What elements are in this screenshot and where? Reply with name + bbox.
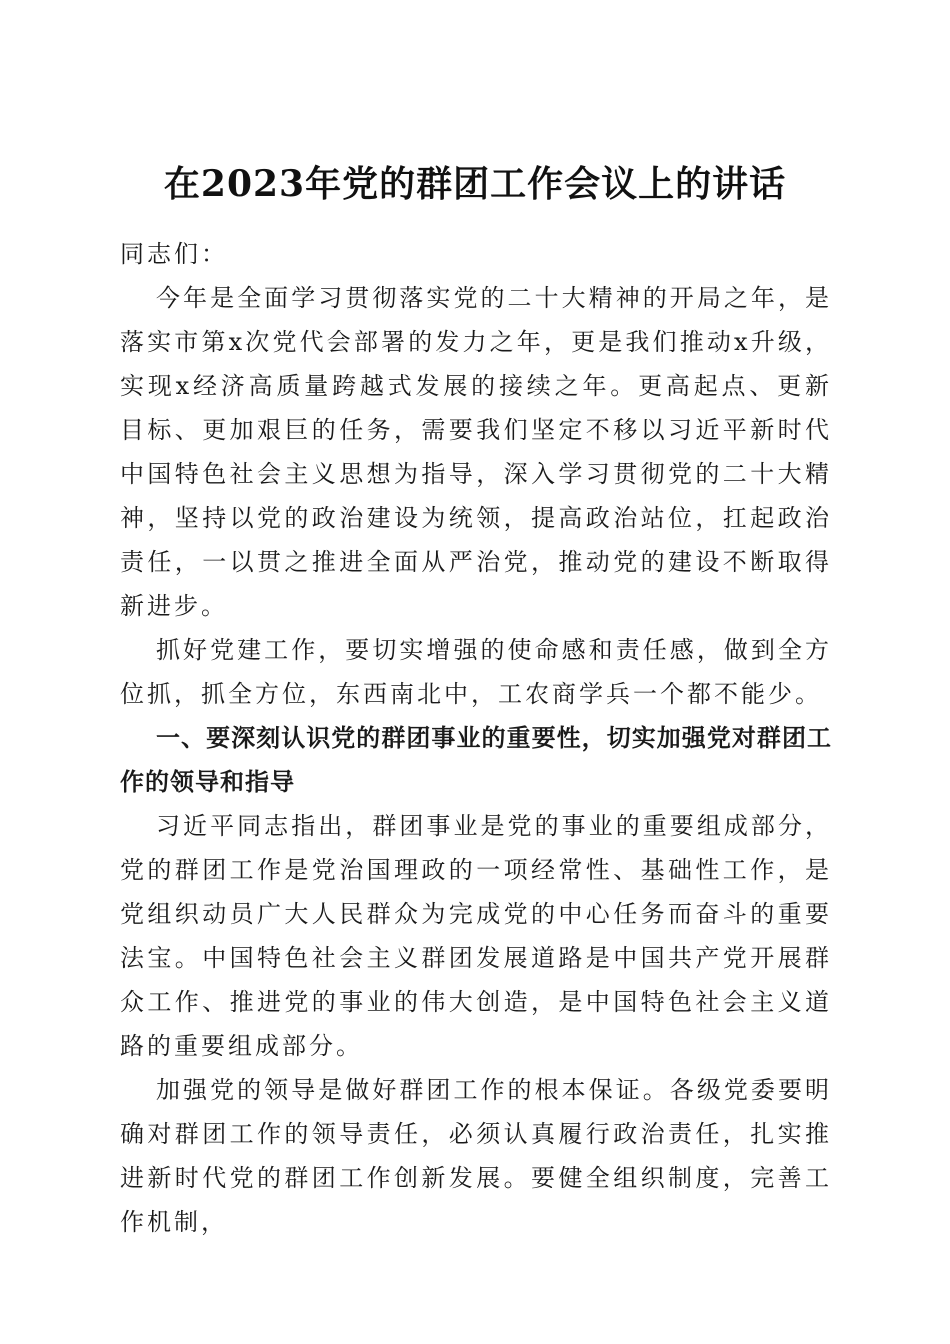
section-heading-1: 一、要深刻认识党的群团事业的重要性，切实加强党对群团工作的领导和指导 <box>120 724 832 796</box>
paragraph-party-building: 抓好党建工作，要切实增强的使命感和责任感，做到全方位抓，抓全方位，东西南北中，工农商学兵一个都不能少。 <box>120 636 832 708</box>
paragraph-opening: 今年是全面学习贯彻落实党的二十大精神的开局之年，是落实市第x次党代会部署的发力之年，更是我们推动x升级，实现x经济高质量跨越式发展的接续之年。更高起点、更新目标、更加艰巨的任务，需要我们坚定不移以习近平新时代中国特色社会主义思想为指导，深入学习贯彻党的二十大精神，坚持以党的政治建设为统领，提高政治站位，扛起政治责任，一以贯之推进全面从严治党，推动党的建设不断取得新进步。 <box>120 284 832 620</box>
document-body <box>120 232 832 1244</box>
paragraph-section1-1: 习近平同志指出，群团事业是党的事业的重要组成部分，党的群团工作是党治国理政的一项经常性、基础性工作，是党组织动员广大人民群众为完成党的中心任务而奋斗的重要法宝。中国特色社会主义群团发展道路是中国共产党开展群众工作、推进党的事业的伟大创造，是中国特色社会主义道路的重要组成部分。 <box>120 812 832 1060</box>
salutation: 同志们： <box>120 240 228 268</box>
paragraph-section1-2: 加强党的领导是做好群团工作的根本保证。各级党委要明确对群团工作的领导责任，必须认真履行政治责任，扎实推进新时代党的群团工作创新发展。要健全组织制度，完善工作机制， <box>120 1076 832 1236</box>
document-title: 在2023年党的群团工作会议上的讲话 <box>163 163 787 206</box>
